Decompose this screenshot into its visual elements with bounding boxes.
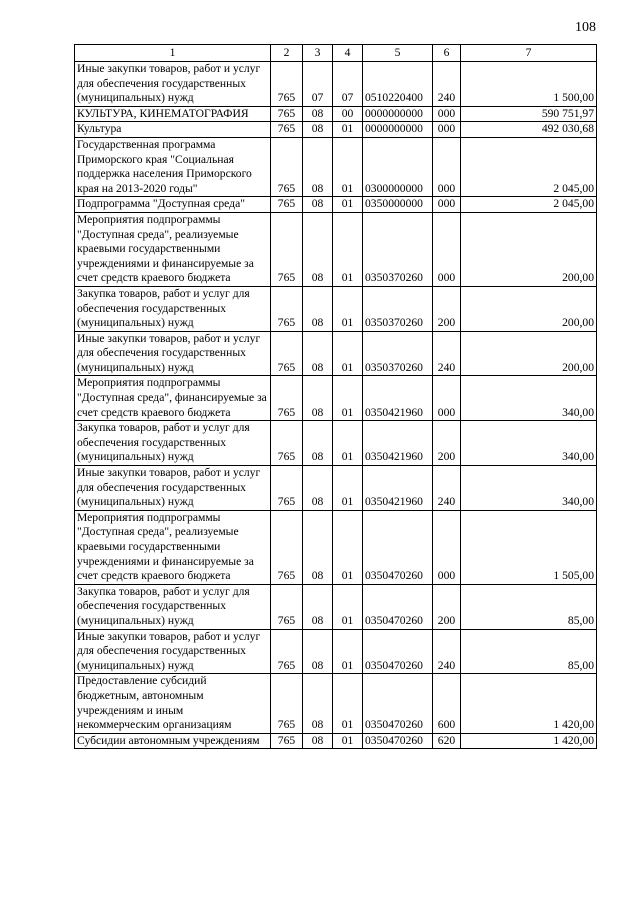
section-code: 07 <box>303 62 333 107</box>
row-name: Мероприятия подпрограммы "Доступная среда", реализуемые краевыми государственными учреждениями и финансируемые за счет средств краевого бюджета <box>75 510 271 584</box>
section-code: 08 <box>303 421 333 466</box>
row-name: Государственная программа Приморского края "Социальная поддержка населения Приморского края на 2013-2020 годы" <box>75 137 271 196</box>
page-number: 108 <box>575 20 596 35</box>
section-code: 08 <box>303 106 333 122</box>
subsection-code: 01 <box>333 122 363 138</box>
table-header-row <box>75 45 597 62</box>
target-article-code: 0350421960 <box>363 466 433 511</box>
table-row <box>75 733 597 749</box>
row-name: Иные закупки товаров, работ и услуг для обеспечения государственных (муниципальных) нужд <box>75 629 271 674</box>
row-name: Иные закупки товаров, работ и услуг для обеспечения государственных (муниципальных) нужд <box>75 466 271 511</box>
expense-type-code: 200 <box>433 286 461 331</box>
column-header-5: 5 <box>363 45 433 62</box>
amount: 492 030,68 <box>461 122 597 138</box>
target-article-code: 0350470260 <box>363 584 433 629</box>
row-name: КУЛЬТУРА, КИНЕМАТОГРАФИЯ <box>75 106 271 122</box>
section-code: 08 <box>303 466 333 511</box>
ministry-code: 765 <box>271 212 303 286</box>
ministry-code: 765 <box>271 629 303 674</box>
section-code: 08 <box>303 629 333 674</box>
expense-type-code: 000 <box>433 212 461 286</box>
section-code: 08 <box>303 674 333 733</box>
expense-type-code: 620 <box>433 733 461 749</box>
target-article-code: 0510220400 <box>363 62 433 107</box>
ministry-code: 765 <box>271 584 303 629</box>
target-article-code: 0350000000 <box>363 197 433 213</box>
ministry-code: 765 <box>271 674 303 733</box>
expense-type-code: 600 <box>433 674 461 733</box>
row-name: Мероприятия подпрограммы "Доступная среда", финансируемые за счет средств краевого бюджета <box>75 376 271 421</box>
subsection-code: 01 <box>333 286 363 331</box>
ministry-code: 765 <box>271 197 303 213</box>
table-row <box>75 466 597 511</box>
row-name: Иные закупки товаров, работ и услуг для обеспечения государственных (муниципальных) нужд <box>75 331 271 376</box>
ministry-code: 765 <box>271 137 303 196</box>
ministry-code: 765 <box>271 286 303 331</box>
ministry-code: 765 <box>271 331 303 376</box>
subsection-code: 01 <box>333 733 363 749</box>
section-code: 08 <box>303 197 333 213</box>
target-article-code: 0350470260 <box>363 510 433 584</box>
subsection-code: 01 <box>333 674 363 733</box>
amount: 340,00 <box>461 421 597 466</box>
section-code: 08 <box>303 584 333 629</box>
ministry-code: 765 <box>271 466 303 511</box>
subsection-code: 01 <box>333 466 363 511</box>
table-row <box>75 212 597 286</box>
target-article-code: 0350470260 <box>363 629 433 674</box>
row-name: Мероприятия подпрограммы "Доступная среда", реализуемые краевыми государственными учреждениями и финансируемые за счет средств краевого бюджета <box>75 212 271 286</box>
section-code: 08 <box>303 137 333 196</box>
row-name: Закупка товаров, работ и услуг для обеспечения государственных (муниципальных) нужд <box>75 286 271 331</box>
amount: 1 500,00 <box>461 62 597 107</box>
amount: 590 751,97 <box>461 106 597 122</box>
section-code: 08 <box>303 212 333 286</box>
budget-table <box>74 44 597 749</box>
table-row <box>75 106 597 122</box>
target-article-code: 0300000000 <box>363 137 433 196</box>
amount: 200,00 <box>461 286 597 331</box>
table-body <box>75 62 597 749</box>
subsection-code: 01 <box>333 137 363 196</box>
subsection-code: 07 <box>333 62 363 107</box>
subsection-code: 01 <box>333 212 363 286</box>
table-row <box>75 629 597 674</box>
section-code: 08 <box>303 510 333 584</box>
row-name: Культура <box>75 122 271 138</box>
row-name: Подпрограмма "Доступная среда" <box>75 197 271 213</box>
table-row <box>75 122 597 138</box>
subsection-code: 01 <box>333 376 363 421</box>
subsection-code: 01 <box>333 629 363 674</box>
amount: 2 045,00 <box>461 197 597 213</box>
ministry-code: 765 <box>271 106 303 122</box>
table-row <box>75 421 597 466</box>
subsection-code: 01 <box>333 510 363 584</box>
expense-type-code: 200 <box>433 584 461 629</box>
row-name: Субсидии автономным учреждениям <box>75 733 271 749</box>
section-code: 08 <box>303 376 333 421</box>
amount: 1 505,00 <box>461 510 597 584</box>
target-article-code: 0350421960 <box>363 421 433 466</box>
amount: 1 420,00 <box>461 674 597 733</box>
target-article-code: 0350370260 <box>363 212 433 286</box>
section-code: 08 <box>303 286 333 331</box>
amount: 340,00 <box>461 466 597 511</box>
expense-type-code: 240 <box>433 629 461 674</box>
target-article-code: 0350470260 <box>363 733 433 749</box>
ministry-code: 765 <box>271 510 303 584</box>
ministry-code: 765 <box>271 733 303 749</box>
subsection-code: 01 <box>333 197 363 213</box>
expense-type-code: 240 <box>433 62 461 107</box>
table-row <box>75 137 597 196</box>
expense-type-code: 000 <box>433 376 461 421</box>
amount: 340,00 <box>461 376 597 421</box>
column-header-3: 3 <box>303 45 333 62</box>
expense-type-code: 200 <box>433 421 461 466</box>
target-article-code: 0350370260 <box>363 331 433 376</box>
table-row <box>75 674 597 733</box>
expense-type-code: 240 <box>433 331 461 376</box>
subsection-code: 01 <box>333 421 363 466</box>
column-header-4: 4 <box>333 45 363 62</box>
target-article-code: 0350470260 <box>363 674 433 733</box>
column-header-6: 6 <box>433 45 461 62</box>
column-header-7: 7 <box>461 45 597 62</box>
amount: 200,00 <box>461 331 597 376</box>
subsection-code: 00 <box>333 106 363 122</box>
row-name: Закупка товаров, работ и услуг для обеспечения государственных (муниципальных) нужд <box>75 584 271 629</box>
amount: 200,00 <box>461 212 597 286</box>
expense-type-code: 240 <box>433 466 461 511</box>
target-article-code: 0000000000 <box>363 106 433 122</box>
section-code: 08 <box>303 122 333 138</box>
ministry-code: 765 <box>271 421 303 466</box>
column-header-2: 2 <box>271 45 303 62</box>
row-name: Закупка товаров, работ и услуг для обеспечения государственных (муниципальных) нужд <box>75 421 271 466</box>
row-name: Иные закупки товаров, работ и услуг для обеспечения государственных (муниципальных) нужд <box>75 62 271 107</box>
ministry-code: 765 <box>271 376 303 421</box>
amount: 1 420,00 <box>461 733 597 749</box>
table-row <box>75 584 597 629</box>
amount: 85,00 <box>461 629 597 674</box>
table-row <box>75 286 597 331</box>
section-code: 08 <box>303 733 333 749</box>
target-article-code: 0350421960 <box>363 376 433 421</box>
subsection-code: 01 <box>333 331 363 376</box>
expense-type-code: 000 <box>433 510 461 584</box>
row-name: Предоставление субсидий бюджетным, автономным учреждениям и иным некоммерческим организациям <box>75 674 271 733</box>
section-code: 08 <box>303 331 333 376</box>
expense-type-code: 000 <box>433 197 461 213</box>
column-header-1: 1 <box>75 45 271 62</box>
amount: 2 045,00 <box>461 137 597 196</box>
target-article-code: 0000000000 <box>363 122 433 138</box>
table-row <box>75 197 597 213</box>
ministry-code: 765 <box>271 122 303 138</box>
subsection-code: 01 <box>333 584 363 629</box>
table-row <box>75 510 597 584</box>
table-row <box>75 331 597 376</box>
table-row <box>75 376 597 421</box>
target-article-code: 0350370260 <box>363 286 433 331</box>
expense-type-code: 000 <box>433 137 461 196</box>
expense-type-code: 000 <box>433 106 461 122</box>
amount: 85,00 <box>461 584 597 629</box>
expense-type-code: 000 <box>433 122 461 138</box>
ministry-code: 765 <box>271 62 303 107</box>
table-row <box>75 62 597 107</box>
